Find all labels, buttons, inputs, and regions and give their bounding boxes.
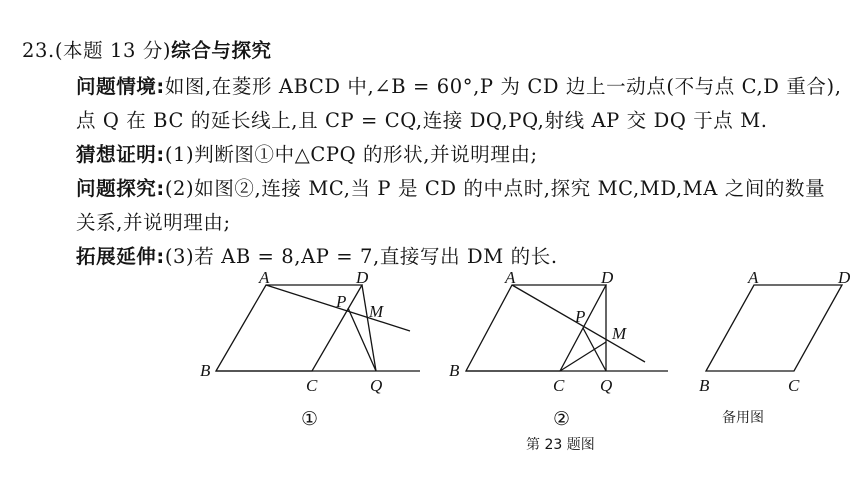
conjecture-text: (1)判断图①中△CPQ 的形状,并说明理由; [164,143,538,166]
conjecture-label: 猜想证明: [76,143,165,166]
fig2-label-m: M [612,324,627,343]
fig2-label-q: Q [600,376,613,395]
fig3-label-a: A [748,268,759,287]
fig3-label-d: D [838,268,851,287]
fig1-label-b: B [200,361,211,380]
figure-1 [216,285,420,371]
figure-2 [466,285,668,371]
fig2-caption: ② [553,409,571,430]
fig1-caption: ① [301,409,319,430]
figure-group-caption: 第 23 题图 [526,437,595,453]
explore-text-1: (2)如图②,连接 MC,当 P 是 CD 的中点时,探究 MC,MD,MA 之间的数量 [164,177,826,200]
situation-line-2: 点 Q 在 BC 的延长线上,且 CP = CQ,连接 DQ,PQ,射线 AP 交 DQ 于点 M. [76,109,768,132]
fig1-line-dq [362,285,376,371]
situation-text-1: 如图,在菱形 ABCD 中,∠B = 60°,P 为 CD 边上一动点(不与点 C,D 重合), [164,75,842,98]
extend-label: 拓展延伸: [76,245,165,268]
fig1-label-d: D [356,268,369,287]
fig2-label-b: B [449,361,460,380]
fig2-label-a: A [505,268,516,287]
problem-number: 23. [22,39,55,62]
fig1-label-q: Q [370,376,383,395]
fig3-caption: 备用图 [722,410,764,426]
fig1-label-a: A [259,268,270,287]
figure-3 [706,285,842,371]
fig2-line-mc [560,342,606,371]
fig2-label-p: P [575,307,586,326]
explore-line-2: 关系,并说明理由; [76,211,231,234]
fig3-label-c: C [788,376,800,395]
fig2-label-c: C [553,376,565,395]
situation-label: 问题情境: [76,75,165,98]
problem-title: 综合与探究 [171,39,272,62]
fig3-label-b: B [699,376,710,395]
fig1-label-c: C [306,376,318,395]
fig2-label-d: D [601,268,614,287]
explore-label: 问题探究: [76,177,165,200]
extend-text: (3)若 AB = 8,AP = 7,直接写出 DM 的长. [164,245,558,268]
problem-points: (本题 13 分) [54,39,172,62]
fig1-label-p: P [336,292,347,311]
fig1-label-m: M [369,302,384,321]
fig3-rhombus [706,285,842,371]
